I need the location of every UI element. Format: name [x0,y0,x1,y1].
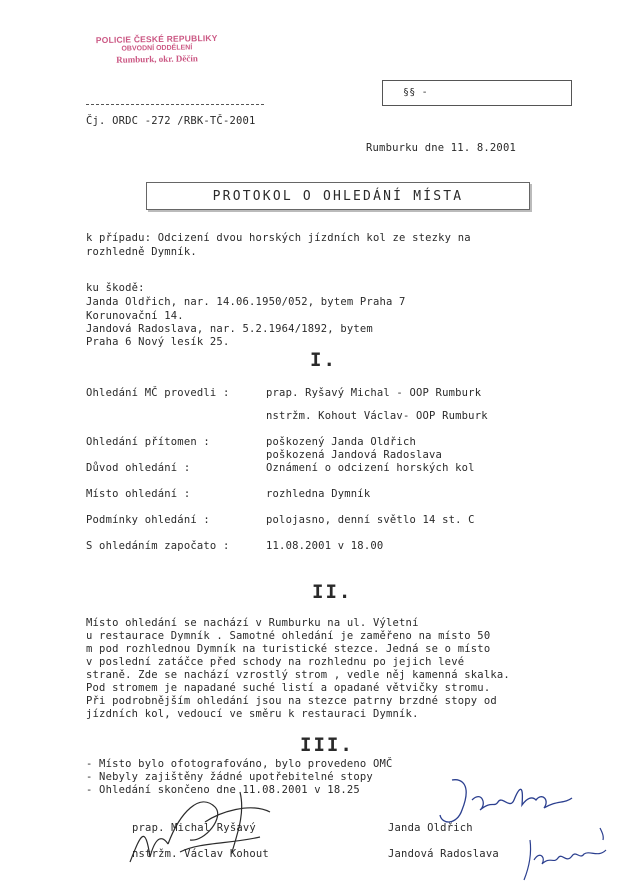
stamp-line-1: POLICIE ČESKÉ REPUBLIKY [95,32,218,46]
section-reference: §§ - [403,87,428,98]
row-value: polojasno, denní světlo 14 st. C [266,514,475,526]
section-reference-box [382,80,572,106]
section-3-line: - Ohledání skončeno dne 11.08.2001 v 18.25 [86,784,360,796]
row-value: Oznámení o odcizení horských kol [266,462,475,474]
signature-party-1: Janda Oldřich [388,822,473,834]
row-label: Důvod ohledání : [86,462,191,474]
police-stamp [96,33,218,65]
damaged-line-3: Jandová Radoslava, nar. 5.2.1964/1892, bytem [86,323,373,335]
row-label: Ohledání MČ provedli : [86,387,230,399]
row-label: S ohledáním započato : [86,540,230,552]
row-value: poškozená Jandová Radoslava [266,449,443,461]
row-label: Místo ohledání : [86,488,191,500]
row-label: Ohledání přítomen : [86,436,210,448]
row-label: Podmínky ohledání : [86,514,210,526]
section-2-line: Pod stromem je napadané suché listí a opadané větvičky stromu. [86,682,491,694]
officer-handwritten-signature [120,782,300,876]
row-value: nstržm. Kohout Václav- OOP Rumburk [266,410,488,422]
signature-officer-1: prap. Michal Ryšavý [132,822,256,834]
section-3-line: - Místo bylo ofotografováno, bylo provedeno OMČ [86,758,393,770]
section-2-line: u restaurace Dymník . Samotné ohledání je zaměřeno na místo 50 [86,630,491,642]
stamp-line-2: OBVODNÍ ODDĚLENÍ [121,44,193,53]
section-3-line: - Nebyly zajištěny žádné upotřebitelné stopy [86,771,373,783]
case-line-1: k případu: Odcizení dvou horských jízdních kol ze stezky na [86,232,471,244]
stamp-line-3: Rumburk, okr. Děčín [116,53,198,65]
section-2-line: jízdních kol, vedoucí ve směru k restauraci Dymník. [86,708,419,720]
row-value: 11.08.2001 v 18.00 [266,540,384,552]
section-2-line: m pod rozhlednou Dymník na turistické stezce. Jedná se o místo [86,643,491,655]
section-2-line: straně. Zde se nachází vzrostlý strom , vedle něj kamenná skalka. [86,669,510,681]
dashed-divider [86,104,264,105]
row-value: prap. Ryšavý Michal - OOP Rumburk [266,387,482,399]
section-2-numeral: II. [312,581,353,603]
section-3-numeral: III. [300,734,354,756]
section-2-line: Při podrobnějším ohledání jsou na stezce patrny brzdné stopy od [86,695,497,707]
case-reference: Čj. ORDC -272 /RBK-TČ-2001 [86,115,256,127]
place-date: Rumburku dne 11. 8.2001 [366,142,516,154]
section-1-numeral: I. [310,349,337,371]
row-value: rozhledna Dymník [266,488,371,500]
damaged-heading: ku škodě: [86,282,145,294]
section-2-line: Místo ohledání se nachází v Rumburku na ul. Výletní [86,617,419,629]
party-2-handwritten-signature [520,820,616,894]
row-value: poškozený Janda Oldřich [266,436,416,448]
damaged-line-1: Janda Oldřich, nar. 14.06.1950/052, bytem Praha 7 [86,296,406,308]
damaged-line-2: Korunovační 14. [86,310,184,322]
signature-party-2: Jandová Radoslava [388,848,499,860]
title-box [146,182,530,210]
document-title: PROTOKOL O OHLEDÁNÍ MÍSTA [212,189,464,204]
signature-officer-2: nstržm. Václav Kohout [132,848,269,860]
damaged-line-4: Praha 6 Nový lesík 25. [86,336,230,348]
case-line-2: rozhledně Dymník. [86,246,197,258]
section-2-line: v poslední zatáčce před schody na rozhlednu po jejich levé [86,656,465,668]
